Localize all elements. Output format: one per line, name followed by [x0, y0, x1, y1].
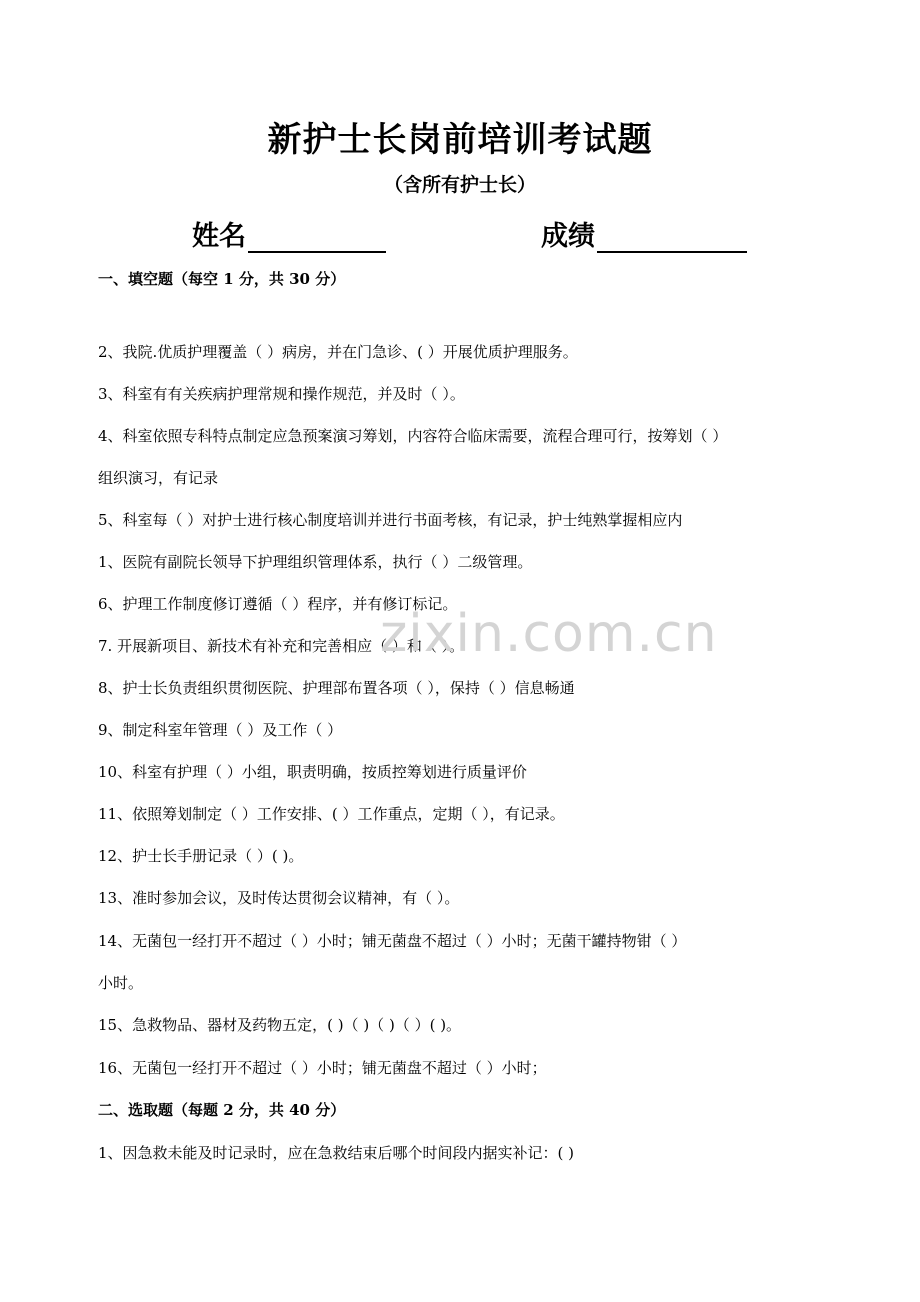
question-line: 16、无菌包一经打开不超过（ ）小时；铺无菌盘不超过（ ）小时；	[98, 1059, 547, 1077]
section-heading-fill-in: 一、填空题（每空 1 分，共 30 分）	[98, 270, 346, 288]
question-line: 11、依照筹划制定（ ）工作安排、( ）工作重点，定期（ ），有记录。	[98, 805, 565, 823]
question-line: 14、无菌包一经打开不超过（ ）小时；铺无菌盘不超过（ ）小时；无菌干罐持物钳（ ）	[98, 932, 687, 950]
name-blank[interactable]	[248, 221, 386, 253]
question-line: 15、急救物品、器材及药物五定，( )（ )（ )（ ）( )。	[98, 1016, 462, 1034]
question-line: 7. 开展新项目、新技术有补充和完善相应（ ）和（ ）。	[98, 637, 465, 655]
question-line: 6、护理工作制度修订遵循（ ）程序，并有修订标记。	[98, 595, 458, 613]
question-line-continued: 组织演习，有记录	[98, 469, 219, 487]
score-field	[541, 214, 747, 253]
score-blank[interactable]	[597, 221, 747, 253]
name-label: 姓名	[192, 221, 246, 252]
name-score-row	[0, 214, 920, 254]
question-line-continued: 小时。	[98, 974, 144, 992]
question-line: 9、制定科室年管理（ ）及工作（ ）	[98, 721, 343, 739]
name-field	[192, 214, 386, 253]
section-heading-multiple-choice: 二、选取题（每题 2 分，共 40 分）	[98, 1101, 346, 1119]
question-line: 13、准时参加会议，及时传达贯彻会议精神，有（ ）。	[98, 889, 460, 907]
question-line: 4、科室依照专科特点制定应急预案演习筹划，内容符合临床需要，流程合理可行，按筹划（ ）	[98, 427, 728, 445]
question-line: 1、医院有副院长领导下护理组织管理体系，执行（ ）二级管理。	[98, 553, 533, 571]
question-line: 2、我院.优质护理覆盖（ ）病房，并在门急诊、( ）开展优质护理服务。	[98, 343, 578, 361]
question-line: 12、护士长手册记录（ ）( )。	[98, 847, 304, 865]
question-line: 3、科室有有关疾病护理常规和操作规范，并及时（ ）。	[98, 385, 465, 403]
exam-title: 新护士长岗前培训考试题	[267, 120, 653, 160]
question-line: 8、护士长负责组织贯彻医院、护理部布置各项（ ），保持（ ）信息畅通	[98, 679, 575, 697]
watermark: zixin.com.cn	[380, 604, 718, 664]
score-label: 成绩	[541, 221, 595, 252]
question-line: 5、科室每（ ）对护士进行核心制度培训并进行书面考核，有记录，护士纯熟掌握相应内	[98, 511, 683, 529]
question-line: 1、因急救未能及时记录时，应在急救结束后哪个时间段内据实补记：( )	[98, 1144, 575, 1162]
question-line: 10、科室有护理（ ）小组，职责明确，按质控筹划进行质量评价	[98, 763, 527, 781]
exam-subtitle: （含所有护士长）	[383, 174, 536, 196]
